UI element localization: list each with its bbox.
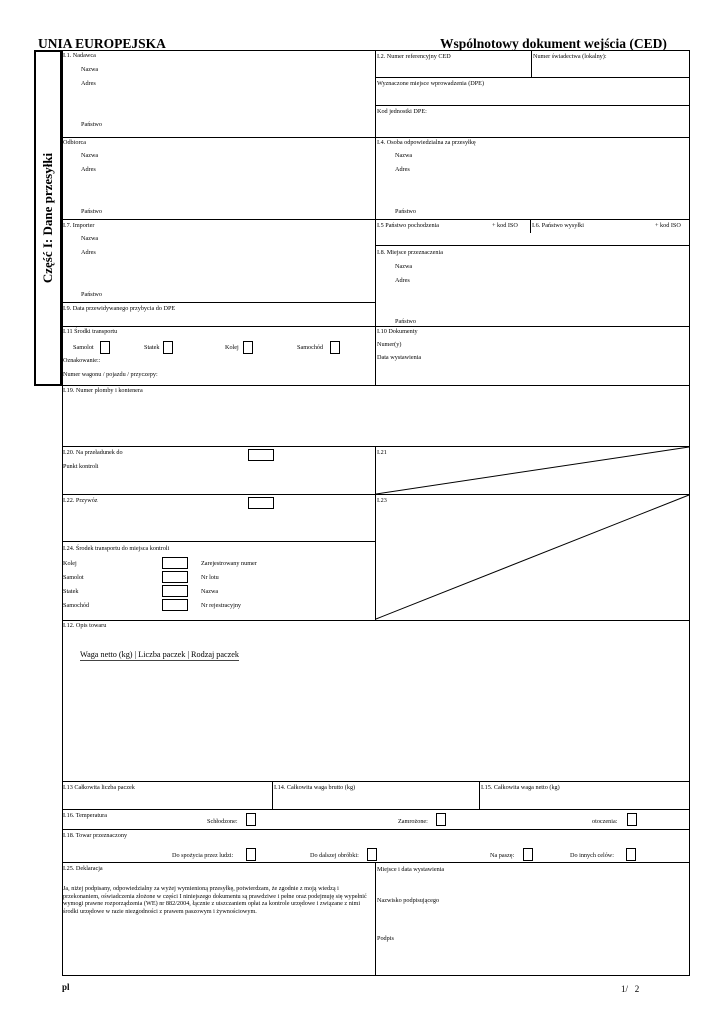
- consignor-address: Adres: [81, 80, 96, 87]
- destination-country: Państwo: [395, 318, 416, 325]
- temperature-label: I.16. Temperatura: [63, 812, 107, 819]
- box23-label: I.23: [377, 497, 387, 504]
- temperature-frozen-checkbox[interactable]: [436, 813, 446, 826]
- origin-iso: + kod ISO: [492, 222, 518, 229]
- header-left-title: UNIA EUROPEJSKA: [38, 36, 166, 51]
- destination-name: Nazwa: [395, 263, 413, 270]
- onward-name-label: Nazwa: [201, 588, 219, 595]
- dpe-code-label: Kod jednostki DPE:: [377, 108, 427, 115]
- origin-label: I.5 Państwo pochodzenia: [377, 222, 440, 229]
- consignor-label: I.1. Nadawca: [63, 52, 96, 59]
- onward-rail-label: Kolej: [63, 560, 77, 567]
- destination-label: I.8. Miejsce przeznaczenia: [377, 249, 443, 256]
- importer-name: Nazwa: [81, 235, 99, 242]
- onward-plane-checkbox[interactable]: [162, 571, 188, 583]
- importer-label: I.7. Importer: [63, 222, 95, 229]
- consignor-country: Państwo: [81, 121, 102, 128]
- responsible-name: Nazwa: [395, 152, 413, 159]
- sidebar-label: Część I: Dane przesyłki: [40, 152, 55, 284]
- transport-ship-checkbox[interactable]: [163, 341, 173, 354]
- goods-for-label: I.18. Towar przeznaczony: [63, 832, 128, 839]
- documents-issue-date: Data wystawienia: [377, 354, 422, 361]
- arrival-label: I.9. Data przewidywanego przybycia do DPE: [63, 305, 176, 312]
- declaration-place-date: Miejsce i data wystawienia: [377, 866, 445, 873]
- transport-rail-label: Kolej: [225, 344, 239, 351]
- onward-plate-label: Nr rejestracyjny: [201, 602, 242, 609]
- declaration-signature: Podpis: [377, 935, 394, 942]
- importer-address: Adres: [81, 249, 96, 256]
- documents-number: Numer(y): [377, 341, 402, 348]
- seal-label: I.19. Numer plomby i kontenera: [63, 387, 143, 394]
- transport-label: I.11 Środki transportu: [63, 328, 118, 335]
- declaration-text: Ja, niżej podpisany, odpowiedzialny za wyżej wymienioną przesyłkę, potwierdzam, że zgodnie z moją wiedzą i przekonaniem, oświadczenia złożone w części I niniejszego dokumentu są prawdziwe i pełne oraz podejmuję się wypełnić wymogi prawne rozporządzenia (WE) nr 882/2004, łącznie z uiszczaniem opłat za kontrole urzędowe i związane z nimi środki urzędowe w razie niezgodności z prawem paszowym i żywnościowym.: [63, 885, 367, 915]
- transport-wagon: Numer wagonu / pojazdu / przyczepy:: [63, 371, 158, 378]
- onward-flight-label: Nr lotu: [201, 574, 219, 581]
- temperature-ambient-checkbox[interactable]: [627, 813, 637, 826]
- consignee-label: Odbiorca: [63, 139, 87, 146]
- transhipment-label: I.20. Na przeładunek do: [63, 449, 123, 456]
- diagonal-box23: [376, 495, 689, 619]
- documents-label: I.10 Dokumenty: [377, 328, 418, 335]
- temperature-ambient-label: otoczenia:: [592, 818, 618, 825]
- transit-label: I.22. Przywóz: [63, 497, 98, 504]
- header-right-title: Wspólnotowy dokument wejścia (CED): [440, 36, 667, 51]
- goods-weight-line: Waga netto (kg) | Liczba paczek | Rodzaj paczek: [80, 650, 240, 659]
- goods-for-human-checkbox[interactable]: [246, 848, 256, 861]
- temperature-frozen-label: Zamrożone:: [398, 818, 428, 825]
- transport-ship-label: Statek: [144, 344, 160, 351]
- goods-for-feed-checkbox[interactable]: [523, 848, 533, 861]
- transport-road-label: Samochód: [297, 344, 324, 351]
- destination-address: Adres: [395, 277, 410, 284]
- onward-road-label: Samochód: [63, 602, 90, 609]
- goods-for-processing-checkbox[interactable]: [367, 848, 377, 861]
- dispatch-label: I.6. Państwo wysyłki: [532, 222, 584, 229]
- footer-page: 1/ 2: [621, 984, 640, 994]
- transhipment-checkbox[interactable]: [248, 449, 274, 461]
- ref-label: I.2. Numer referencyjny CED: [377, 53, 451, 60]
- importer-country: Państwo: [81, 291, 102, 298]
- temperature-chilled-checkbox[interactable]: [246, 813, 256, 826]
- declaration-label: I.25. Deklaracja: [63, 865, 103, 872]
- totals-gross-label: I.14. Całkowita waga brutto (kg): [274, 784, 356, 791]
- transport-plane-label: Samolot: [73, 344, 94, 351]
- goods-for-feed-label: Na paszę:: [490, 852, 515, 859]
- transport-rail-checkbox[interactable]: [243, 341, 253, 354]
- dispatch-iso: + kod ISO: [655, 222, 681, 229]
- dpe-entry-point: Wyznaczone miejsce wprowadzenia (DPE): [377, 80, 484, 87]
- responsible-country: Państwo: [395, 208, 416, 215]
- onward-road-checkbox[interactable]: [162, 599, 188, 611]
- responsible-label: I.4. Osoba odpowiedzialna za przesyłkę: [377, 139, 476, 146]
- consignor-name: Nazwa: [81, 66, 99, 73]
- box21-label: I.21: [377, 449, 387, 456]
- onward-reg-label: Zarejestrowany numer: [201, 560, 257, 567]
- consignee-country: Państwo: [81, 208, 102, 215]
- onward-ship-checkbox[interactable]: [162, 585, 188, 597]
- onward-ship-label: Statek: [63, 588, 79, 595]
- goods-for-processing-label: Do dalszej obróbki:: [310, 852, 359, 859]
- onward-plane-label: Samolot: [63, 574, 84, 581]
- consignee-address: Adres: [81, 166, 96, 173]
- responsible-address: Adres: [395, 166, 410, 173]
- temperature-chilled-label: Schłodzone:: [207, 818, 238, 825]
- goods-for-other-checkbox[interactable]: [626, 848, 636, 861]
- control-point-label: Punkt kontroli: [63, 463, 99, 470]
- footer-lang: pl: [62, 982, 70, 992]
- transit-checkbox[interactable]: [248, 497, 274, 509]
- onward-rail-checkbox[interactable]: [162, 557, 188, 569]
- transport-plane-checkbox[interactable]: [100, 341, 110, 354]
- transport-marking: Oznakowanie::: [63, 357, 101, 364]
- diagonal-box21: [376, 447, 689, 494]
- totals-net-label: I.15. Całkowita waga netto (kg): [481, 784, 560, 791]
- goods-label: I.12. Opis towaru: [63, 622, 107, 629]
- goods-for-other-label: Do innych celów:: [570, 852, 614, 859]
- consignee-name: Nazwa: [81, 152, 99, 159]
- transport-road-checkbox[interactable]: [330, 341, 340, 354]
- totals-packages-label: I.13 Całkowita liczba paczek: [63, 784, 135, 791]
- onward-label: I.24. Środek transportu do miejsca kontroli: [63, 545, 170, 552]
- declaration-signatory: Nazwisko podpisującego: [377, 897, 440, 904]
- cert-label: Numer świadectwa (lokalny):: [533, 53, 607, 60]
- goods-for-human-label: Do spożycia przez ludzi:: [172, 852, 234, 859]
